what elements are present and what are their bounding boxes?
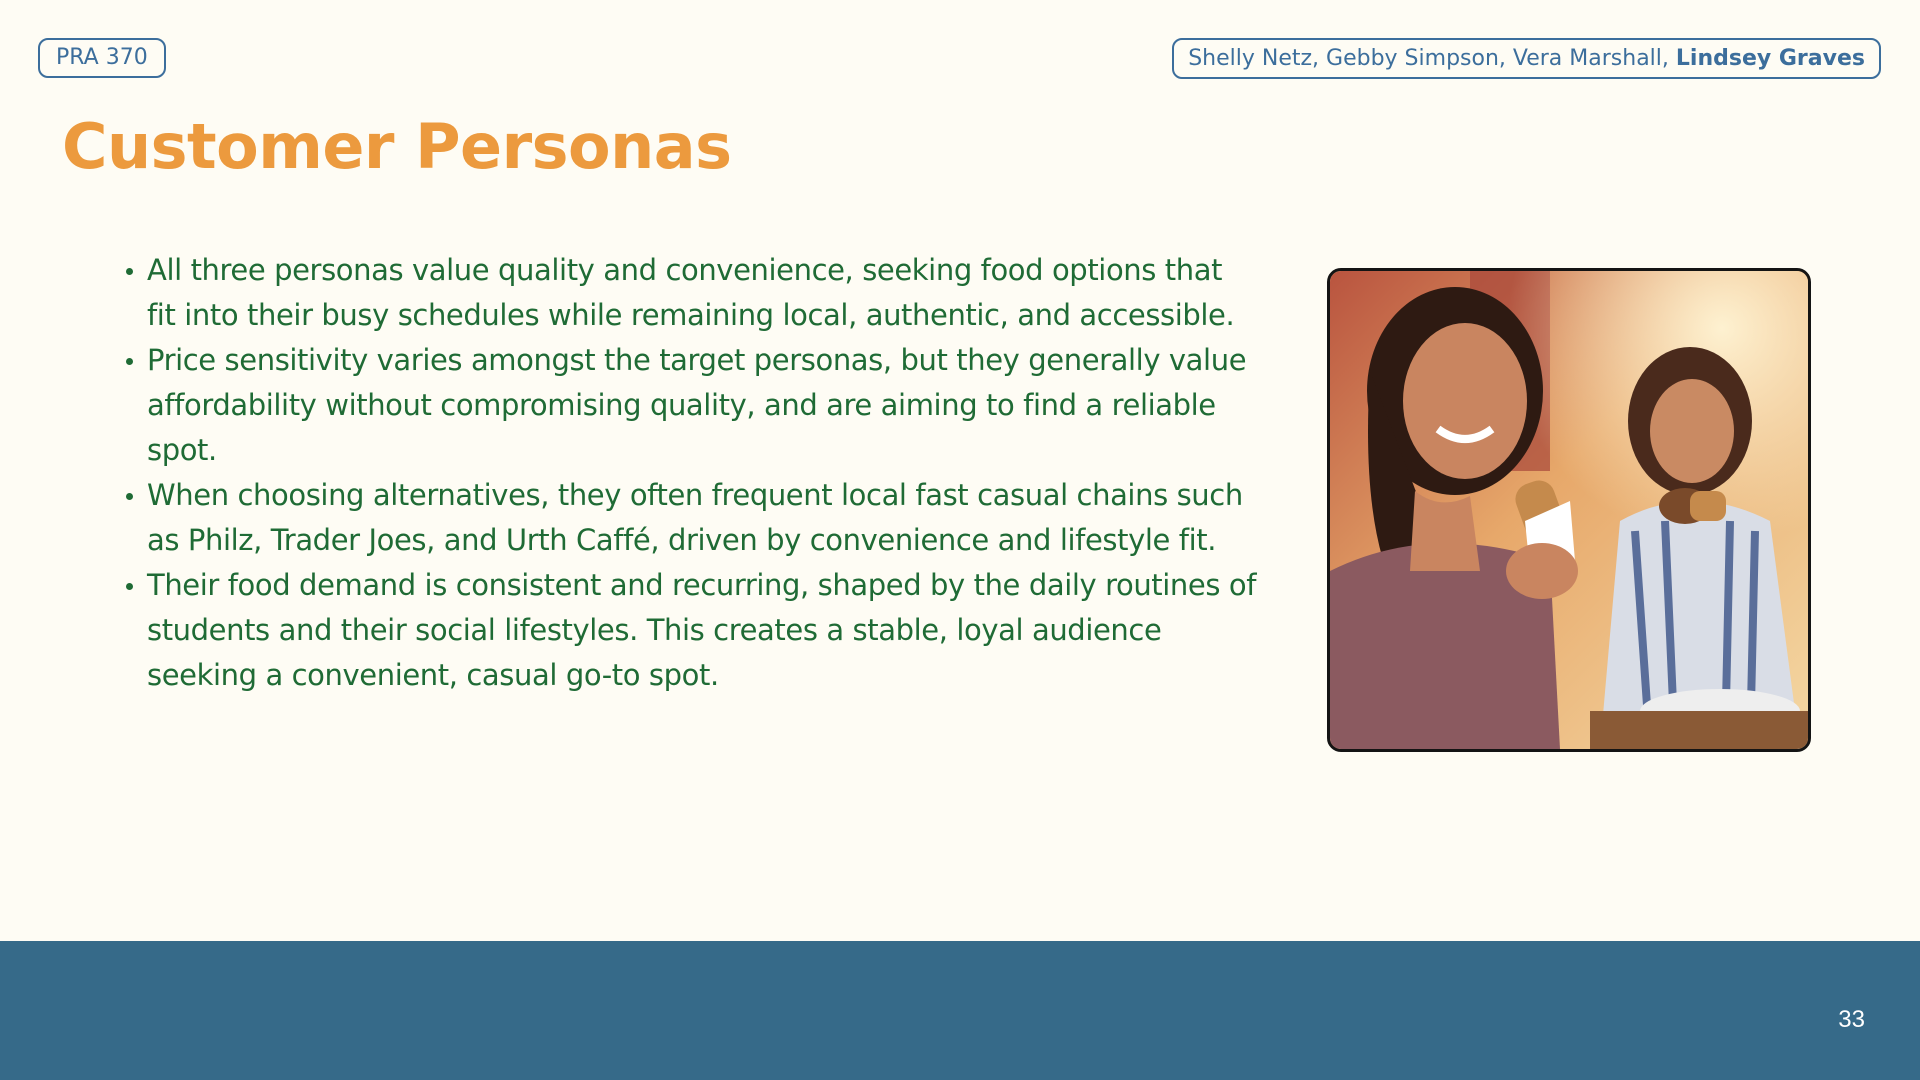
- bullet-item: All three personas value quality and convenience, seeking food options that fit into their busy schedules while remaining local, authentic, and accessible.: [147, 248, 1257, 338]
- footer-bar: [0, 941, 1920, 1080]
- bullet-list: [147, 248, 1257, 698]
- page-number: 33: [1838, 1006, 1865, 1033]
- bullet-item: Their food demand is consistent and recurring, shaped by the daily routines of students and their social lifestyles. This creates a stable, loyal audience seeking a convenient, casual go-to spot.: [147, 563, 1257, 698]
- course-code-badge: [38, 38, 166, 78]
- page-title: Customer Personas: [62, 110, 732, 183]
- authors-text: Shelly Netz, Gebby Simpson, Vera Marshall,: [1188, 46, 1676, 71]
- two-women-eating-sandwiches-image: [1330, 271, 1808, 749]
- authors-badge: [1172, 38, 1881, 79]
- course-code-text: PRA 370: [56, 45, 148, 70]
- bullet-item: Price sensitivity varies amongst the target personas, but they generally value affordability without compromising quality, and are aiming to find a reliable spot.: [147, 338, 1257, 473]
- authors-bold-name: Lindsey Graves: [1675, 46, 1865, 71]
- bullet-item: When choosing alternatives, they often frequent local fast casual chains such as Philz, Trader Joes, and Urth Caffé, driven by convenience and lifestyle fit.: [147, 473, 1257, 563]
- persona-photo: [1327, 268, 1811, 752]
